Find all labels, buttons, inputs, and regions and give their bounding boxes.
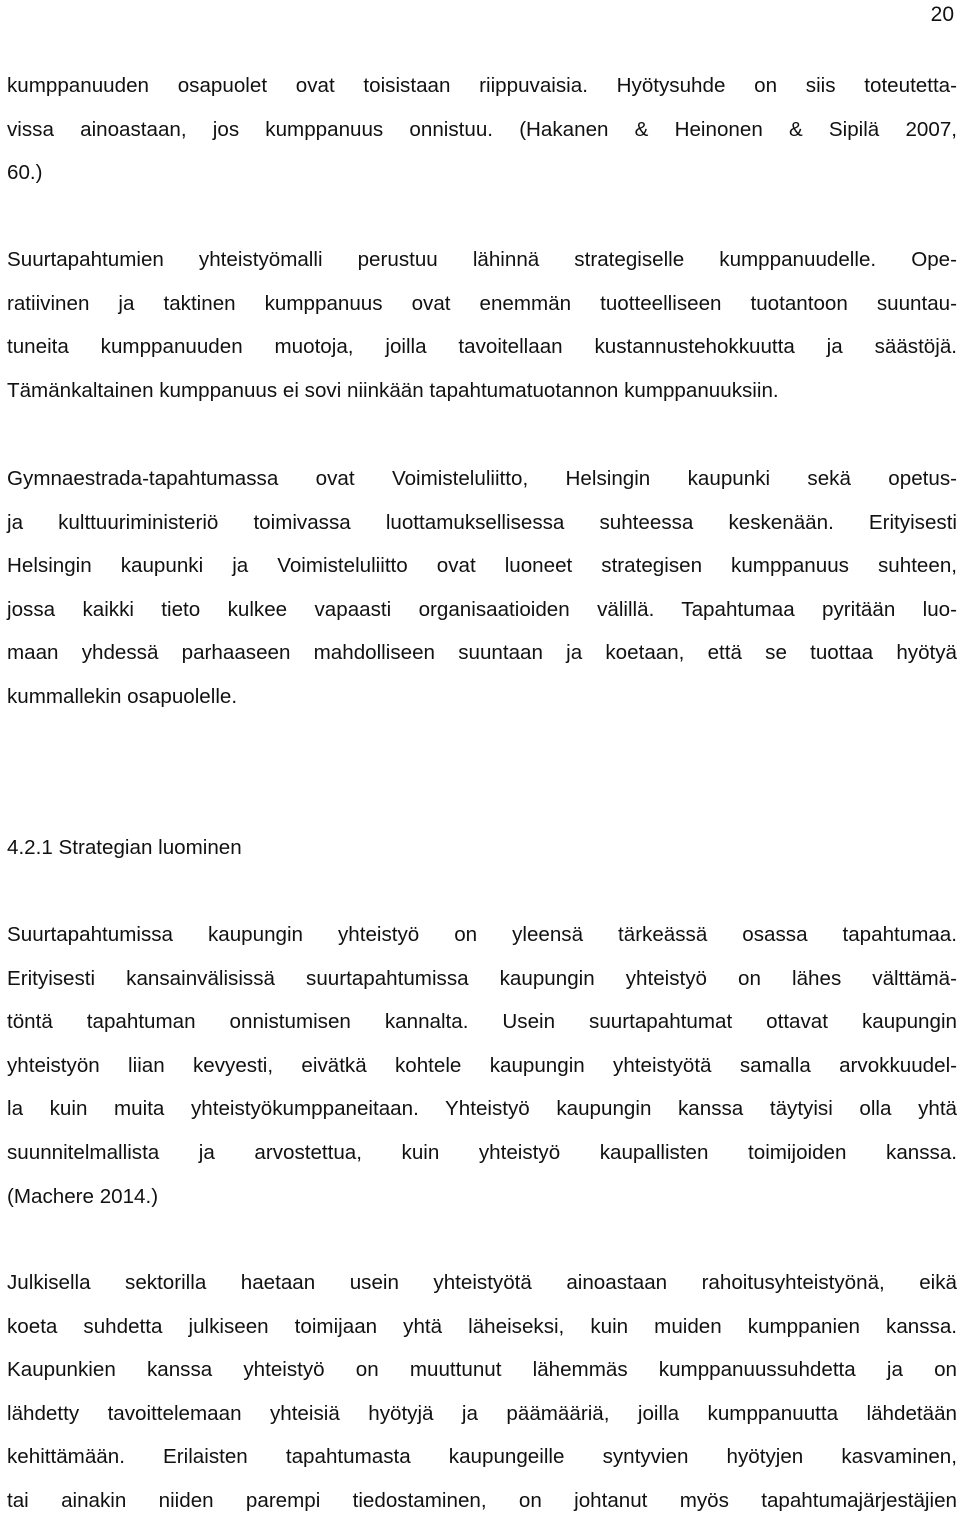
text-line: Julkisella sektorilla haetaan usein yhteistyötä ainoastaan rahoitusyhteistyönä, eikä <box>7 1271 957 1294</box>
text-line: Kaupunkien kanssa yhteistyö on muuttunut lähemmäs kumppanuussuhdetta ja on <box>7 1358 957 1382</box>
text-line: Gymnaestrada-tapahtumassa ovat Voimisteluliitto, Helsingin kaupunki sekä opetus- <box>7 467 957 490</box>
text-line: kehittämään. Erilaisten tapahtumasta kaupungeille syntyvien hyötyjen kasvaminen, <box>7 1445 957 1469</box>
text-line: Tämänkaltainen kumppanuus ei sovi niinkään tapahtumatuotannon kumppanuuksiin. <box>7 378 779 402</box>
text-line: Suurtapahtumien yhteistyömalli perustuu lähinnä strategiselle kumppanuudelle. Ope- <box>7 248 957 271</box>
text-line: yhteistyön liian kevyesti, eivätkä kohtele kaupungin yhteistyötä samalla arvokkuudel- <box>7 1053 957 1077</box>
text-line: maan yhdessä parhaaseen mahdolliseen suuntaan ja koetaan, että se tuottaa hyötyä <box>7 641 957 665</box>
text-line: kummallekin osapuolelle. <box>7 684 238 708</box>
text-line: (Machere 2014.) <box>7 1184 159 1208</box>
section-heading: 4.2.1 Strategian luominen <box>7 836 242 859</box>
page-number: 20 <box>930 3 954 26</box>
paragraph-2 <box>7 238 957 412</box>
text-line: tai ainakin niiden parempi tiedostaminen, on johtanut myös tapahtumajärjestäjien <box>7 1488 957 1512</box>
text-line: Helsingin kaupunki ja Voimisteluliitto ovat luoneet strategisen kumppanuus suhteen, <box>7 554 957 578</box>
paragraph-1 <box>7 64 957 195</box>
text-line: kumppanuuden osapuolet ovat toisistaan riippuvaisia. Hyötysuhde on siis toteutetta- <box>7 74 957 97</box>
text-line: tuneita kumppanuuden muotoja, joilla tavoitellaan kustannustehokkuutta ja säästöjä. <box>7 335 957 359</box>
text-line: lähdetty tavoittelemaan yhteisiä hyötyjä ja päämääriä, joilla kumppanuutta lähdetään <box>7 1401 957 1425</box>
text-line: Suurtapahtumissa kaupungin yhteistyö on yleensä tärkeässä osassa tapahtumaa. <box>7 923 957 946</box>
text-line: jossa kaikki tieto kulkee vapaasti organisaatioiden välillä. Tapahtumaa pyritään luo- <box>7 597 957 621</box>
text-line: töntä tapahtuman onnistumisen kannalta. Usein suurtapahtumat ottavat kaupungin <box>7 1010 957 1034</box>
text-line: Erityisesti kansainvälisissä suurtapahtumissa kaupungin yhteistyö on lähes välttämä- <box>7 966 957 990</box>
paragraph-3 <box>7 457 957 719</box>
text-line: suunnitelmallista ja arvostettua, kuin yhteistyö kaupallisten toimijoiden kanssa. <box>7 1140 957 1164</box>
text-line: ja kulttuuriministeriö toimivassa luottamuksellisessa suhteessa keskenään. Erityisesti <box>7 510 957 534</box>
paragraph-4 <box>7 913 957 1218</box>
text-line: vissa ainoastaan, jos kumppanuus onnistuu. (Hakanen & Heinonen & Sipilä 2007, <box>7 117 957 141</box>
text-line: ratiivinen ja taktinen kumppanuus ovat enemmän tuotteelliseen tuotantoon suuntau- <box>7 291 957 315</box>
text-line: koeta suhdetta julkiseen toimijaan yhtä läheiseksi, kuin muiden kumppanien kanssa. <box>7 1314 957 1338</box>
text-line: 60.) <box>7 161 43 185</box>
paragraph-5 <box>7 1261 957 1523</box>
text-line: la kuin muita yhteistyökumppaneitaan. Yhteistyö kaupungin kanssa täytyisi olla yhtä <box>7 1097 957 1121</box>
